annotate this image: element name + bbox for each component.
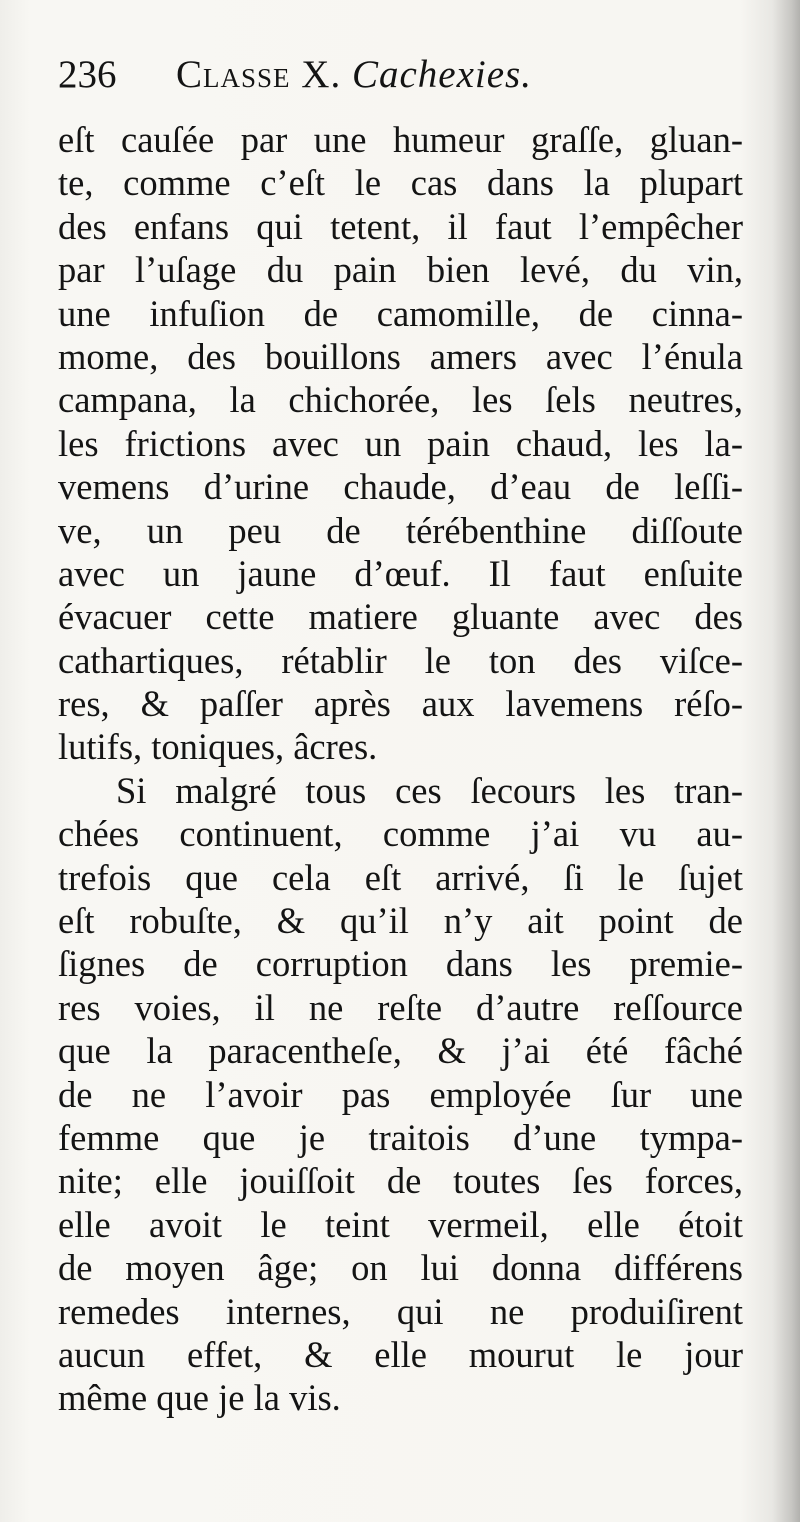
text-line: de moyen âge; on lui donna différens — [58, 1247, 743, 1289]
class-number: X. — [301, 53, 342, 96]
text-line: eſt cauſée par une humeur graſſe, gluan- — [58, 119, 743, 160]
running-header — [58, 52, 748, 104]
text-line: remedes internes, qui ne produiſirent — [58, 1290, 743, 1332]
text-line: chées continuent, comme j’ai vu au- — [58, 813, 743, 855]
paragraph-end-line: même que je la vis. — [58, 1377, 341, 1419]
text-line: mome, des bouillons amers avec l’énula — [58, 335, 743, 377]
running-title — [176, 52, 532, 97]
text-line: aucun effet, & elle mourut le jour — [58, 1333, 743, 1375]
body-text — [58, 118, 743, 1420]
section-title: Cachexies. — [351, 53, 532, 96]
text-line: eſt robuſte, & qu’il n’y ait point de — [58, 900, 743, 942]
text-line: femme que je traitois d’une tympa- — [58, 1116, 743, 1158]
text-line: que la paracentheſe, & j’ai été fâché — [58, 1030, 743, 1072]
text-line: une infuſion de camomille, de cinna- — [58, 292, 743, 334]
paragraph-start-line: Si malgré tous ces ſecours les tran- — [116, 769, 743, 811]
text-line: campana, la chichorée, les ſels neutres, — [58, 379, 743, 421]
text-line: ſignes de corruption dans les premie- — [58, 943, 743, 985]
text-line: elle avoit le teint vermeil, elle étoit — [58, 1203, 743, 1245]
text-line: te, comme c’eſt le cas dans la plupart — [58, 162, 743, 204]
text-line: des enfans qui tetent, il faut l’empêcher — [58, 205, 743, 247]
page-edge-shadow — [772, 0, 800, 1522]
text-line: vemens d’urine chaude, d’eau de leſſi- — [58, 466, 743, 508]
text-line: de ne l’avoir pas employée ſur une — [58, 1073, 743, 1115]
text-line: res, & paſſer après aux lavemens réſo- — [58, 683, 743, 725]
text-line: trefois que cela eſt arrivé, ſi le ſujet — [58, 856, 743, 898]
text-line: évacuer cette matiere gluante avec des — [58, 596, 743, 638]
text-line: cathartiques, rétablir le ton des viſce- — [58, 639, 743, 681]
class-label: Classe — [176, 53, 291, 96]
text-line: ve, un peu de térébenthine diſſoute — [58, 509, 743, 551]
text-line: avec un jaune d’œuf. Il faut enſuite — [58, 552, 743, 594]
page-number: 236 — [58, 53, 117, 96]
paragraph-end-line: lutifs, toniques, âcres. — [58, 726, 378, 768]
text-line: par l’uſage du pain bien levé, du vin, — [58, 249, 743, 291]
text-line: les frictions avec un pain chaud, les la- — [58, 422, 743, 464]
text-line: nite; elle jouiſſoit de toutes ſes forces, — [58, 1160, 743, 1202]
text-line: res voies, il ne reſte d’autre reſſource — [58, 986, 743, 1028]
